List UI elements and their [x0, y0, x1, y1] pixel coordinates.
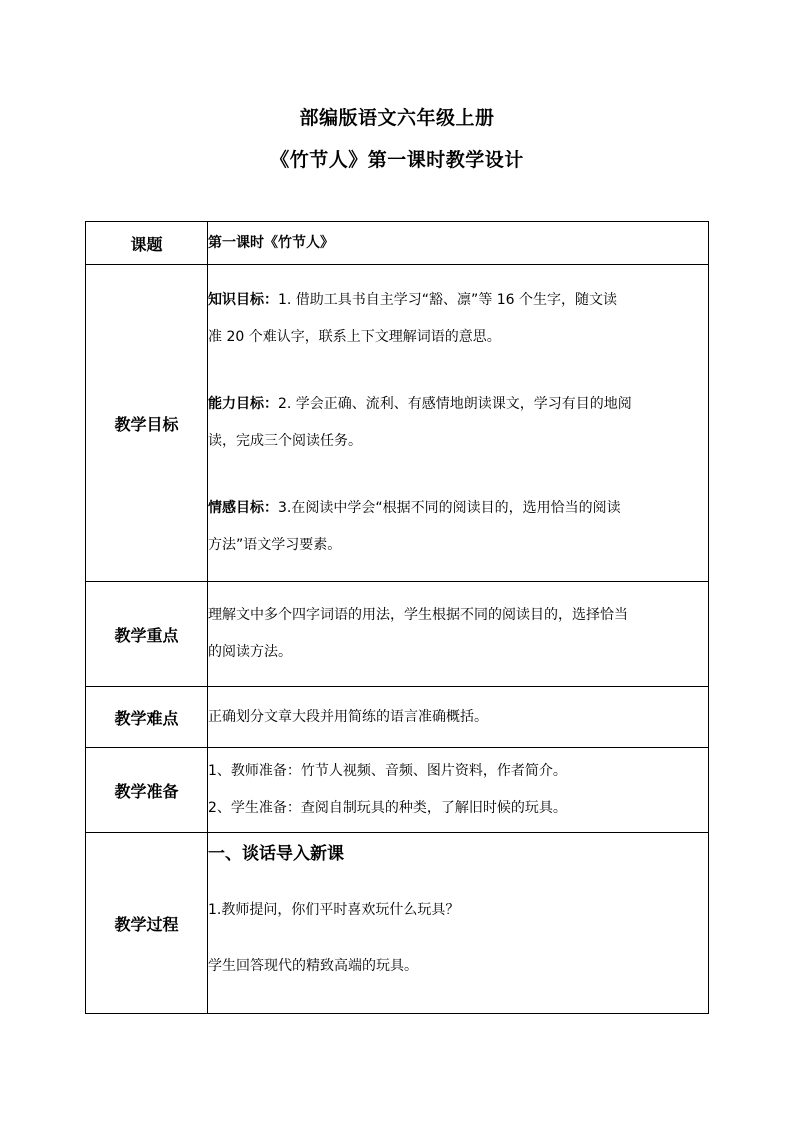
- preparation-content: [208, 748, 709, 833]
- student-preparation: 2、学生准备：查阅自制玩具的种类，了解旧时候的玩具。: [208, 800, 567, 816]
- emotion-goal-line1: [208, 490, 708, 527]
- knowledge-goal-line1: [208, 282, 708, 319]
- goals-content: [208, 265, 709, 582]
- ability-goal-lead: 能力目标：: [208, 396, 278, 412]
- emotion-goal-lead: 情感目标：: [208, 500, 278, 516]
- process-section-heading: 一、谈话导入新课: [208, 844, 344, 864]
- table-row: [86, 833, 709, 1014]
- lesson-plan-table: [85, 221, 709, 1014]
- key-points-line2: 的阅读方法。: [208, 644, 292, 660]
- emotion-goal-text: 3.在阅读中学会“根据不同的阅读目的，选用恰当的阅读: [278, 500, 621, 516]
- teacher-preparation: 1、教师准备：竹节人视频、音频、图片资料，作者简介。: [208, 763, 567, 779]
- preparation-label: 教学准备: [86, 748, 208, 833]
- knowledge-goal-line2: 准 20 个难认字，联系上下文理解词语的意思。: [208, 329, 501, 345]
- topic-value: 第一课时《竹节人》: [208, 222, 709, 265]
- table-row: [86, 748, 709, 833]
- ability-goal-line2: 读，完成三个阅读任务。: [208, 433, 362, 449]
- key-points-line1: 理解文中多个四字词语的用法，学生根据不同的阅读目的，选择恰当: [208, 607, 628, 623]
- key-points-content: [208, 582, 709, 687]
- emotion-goal-line2: 方法”语文学习要素。: [208, 537, 342, 553]
- table-row: [86, 222, 709, 265]
- process-answer: 学生回答现代的精致高端的玩具。: [208, 958, 418, 974]
- knowledge-goal-text: 1. 借助工具书自主学习“豁、凛”等 16 个生字，随文读: [278, 292, 618, 308]
- topic-label: 课题: [86, 222, 208, 265]
- ability-goal-line1: [208, 386, 708, 423]
- key-points-label: 教学重点: [86, 582, 208, 687]
- table-row: [86, 265, 709, 582]
- difficulties-content: 正确划分文章大段并用简练的语言准确概括。: [208, 687, 709, 748]
- process-label: 教学过程: [86, 833, 208, 1014]
- ability-goal-text: 2. 学会正确、流利、有感情地朗读课文，学习有目的地阅: [278, 396, 632, 412]
- difficulties-label: 教学难点: [86, 687, 208, 748]
- goals-label: 教学目标: [86, 265, 208, 582]
- process-step1: 1.教师提问，你们平时喜欢玩什么玩具？: [208, 902, 460, 918]
- document-title: 部编版语文六年级上册: [299, 107, 495, 129]
- process-content: [208, 833, 709, 1014]
- table-row: [86, 687, 709, 748]
- document-subtitle: 《竹节人》第一课时教学设计: [270, 149, 524, 171]
- knowledge-goal-lead: 知识目标：: [208, 292, 278, 308]
- table-row: [86, 582, 709, 687]
